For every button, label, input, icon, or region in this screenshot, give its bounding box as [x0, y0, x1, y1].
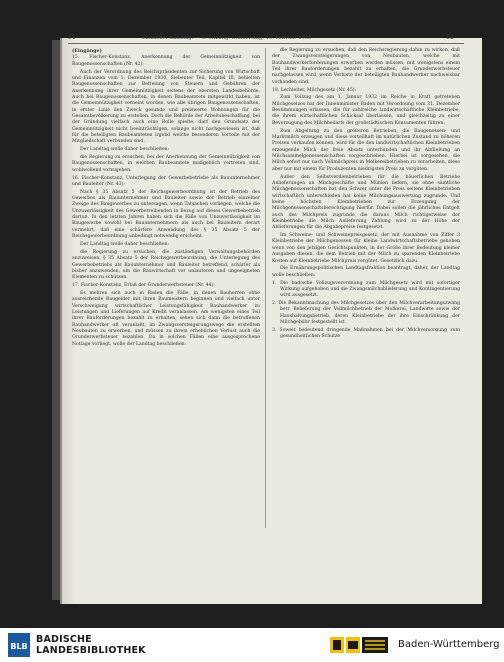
- list-item: 1. Die badische Vollzugsverordnung zum Milchgesetz wird mit sofortiger Wirkung aufgehoben und die Zwangsmilchablieferung und Kontingentierung wird ausgesetzt.: [272, 280, 460, 299]
- blb-logo-text: BLB: [10, 642, 28, 651]
- entry-title: 18. Lechleiter, Milchgesetz (Nr. 45):: [272, 87, 357, 93]
- paragraph: Der Landtag wolle daher beschließen:: [80, 241, 170, 247]
- entry-title: 17. Fischer-Konstanz, Erlaß der Grunderwerbsteuer (Nr. 44):: [72, 283, 215, 289]
- baden-wuerttemberg-crest-icon: [330, 633, 390, 657]
- section-heading: (Eingänge): [72, 48, 102, 54]
- left-column: [72, 48, 260, 349]
- library-name-line1: BADISCHE: [36, 634, 92, 645]
- header-rule: [68, 43, 464, 44]
- paragraph: die Regierung zu ersuchen, bei der Anerkennung der Gemeinnützigkeit von Baugenossenschaften, in welchen Baubeamtete maßgeblich vertreten sind, wohlwollend vorzugehen.: [72, 155, 260, 173]
- paragraph: Zum Vollzug des am 1. Januar 1932 im Reiche in Kraft getretenen Milchgesetzes hat der Innenminister Baden mit Verordnung vom 31. Dezember Bestimmungen erlassen, die für zahlreiche landwirtschaftliche Kleinbetriebe, die ihrem wirtschaftlichen Schicksal überlassen, und gleichzeitig zu einer Bevorzugung des Milchbedarfs der großstädtischen Konsumenten führen.: [272, 95, 460, 126]
- paragraph: Der Landtag wolle daher beschließen:: [80, 147, 170, 153]
- paragraph: Zum Abgeltung zu den größeren Betrieben, die Baugenossen- und Marktmilch erzeugen und diese vorteilhaft im natürlichen Zustand zu höheren Preisen verkaufen können, wird für die den landwirtschaftlichen Kleinbetrieben erzeugende Milch der freie Absatz unterbunden und ihr Abfließung an Milchsammelgenossenschaften vorgeschrieben. Hierbei ist vorgesehen, die Milch sofort nur nach Vollmilchpreis in Molkereibetrieben zu verarbeiten, diese aber nur mit einem für Produzenten niedrigsten Preis zu vergüten.: [272, 128, 460, 172]
- paragraph: Auch der Verordnung des Reichspräsidenten zur Sicherung von Wirtschaft und Finanzen vom 1. Dezember 1930, Siebenter Teil, Kapitel III, behielten Baugenossenschaften zur Befreiung von Steuern und Gebühren der Anerkennung ihrer Gemeinnützigkeit seitens der obersten Landesbehörde. Auch bei Baugenossenschaften, in denen Baubeamtete mitgewirkt haben, ist die Gemeinnützigkeit verneint worden, wie alle übrigen Baugenossenschaften, in erster Linie den Zweck gesunde und preiswerte Wohnungen für die Gesamtbevölkerung zu erstellen. Doch die Behörde der Arbeitsbeschaffung, bei der Gründung vielfach auch eine Rolle spielte, darf den Grundsatz der Gemeinnützigkeit nicht beeinträchtigen, solange nicht nachgewiesen ist, daß für die beteiligten Baubeamteten irgend welche besonderen Vorteile mit der Mitgliedschaft verbunden sind.: [72, 69, 260, 145]
- paragraph: die Regierung zu ersuchen, die zuständigen Verwaltungsbehörden anzuweisen, § 35 Absatz 5 der Reichsgewerbeordnung, die Unterlegung des Gewerbebetriebs als Bauunternehmer und Bauleiter betreffend, schärfer als bisher anzuwenden, um die Bauwirtschaft vor unlauteren und ungeeigneten Elementen zu schützen.: [72, 249, 260, 281]
- state-name-link[interactable]: Baden-Württemberg: [398, 639, 500, 650]
- paragraph: Im Schweine- und Schweinepreisgesetz, der mit Ausnahme von Ziffer 3 Kleinbetriebe der Milchgenossen für kleine Landwirtschaftsbetriebe gehoben wenn von den jetzigen Gesichtspunkten, in der Größe ihrer Bedeutung kleiner Ausgaben diesen, die dem Betrieb mit der Milch zu sparenden Kleinbetriebe Kosten auf Kleinbetriebe Milchpreis vergütet. Gesetzlich dazu.: [272, 233, 460, 264]
- entry-title: 15. Fischer-Konstanz, Anerkennung der Gemeinnützigkeit von Baugenossenschaften (Nr. 42):: [72, 55, 260, 67]
- column-divider: [265, 48, 266, 528]
- list-item: 3. Soweit bedeutend dringende Maßnahmen bei der Milchversorgung zum gesundheitlichen Schutze: [272, 327, 460, 340]
- page-number-left: 51: [68, 34, 76, 41]
- book-spine-edge: [52, 40, 60, 600]
- running-title: Badischer Landtag. — 8. Sitzung. Donnerstag, 10. Februar 1938: [142, 35, 312, 41]
- right-column: [272, 48, 460, 342]
- blb-logo-icon: [8, 633, 30, 657]
- footer-bar: [0, 628, 504, 662]
- paragraph: die Regierung zu ersuchen, daß den Reichsregierung dahin zu wirken, daß der Zwangsversteigerungen von Neubauten, welche mit Bauhandwerkerforderungen erworben werden müssen, mit wenigstens einem Teil ihrer Bauforderungen bezahlt zu erhalten, die Grunderwerbsteuer nachgelassen wird, wenn Verluste der beteiligten Bauhandwerker nachweisbar vorhanden sind.: [272, 48, 460, 85]
- library-name-line2: LANDESBIBLIOTHEK: [36, 645, 146, 656]
- page-number-right: 52: [446, 34, 454, 41]
- paragraph: Es mehren sich auch in Baden die Fälle, in denen Bauherren ohne ausreichende Baugelder mit ihren Baumeistern beginnen und vielfach unter Verschweigung wirtschaftlicher Leistungsfähigkeit Bauhandwerker zu Leistungen und Lieferungen auf Kredit veranlassen. Am wenigsten eines Teil ihrer Bauforderungen bezahlt zu erhalten, sehen sich dann die betroffenen Bauhandwerker oft veranlaßt, im Zwangsversteigerungswege die erstellten Neubauten zu erwerben, und müssen zu ihrem erheblichen Verlust auch die Grunderwerbsteuer bezahlen. Da in solchen Fällen eine ausgesprochene Notlage vorliegt, wolle der Landtag beschließen:: [72, 290, 260, 347]
- entry-title: 16. Fischer-Konstanz, Unterlegung der Gewerbebetriebe als Bauunternehmer und Bauleiter (Nr. 43):: [72, 175, 260, 187]
- paragraph: Außer den Selbstverdienbetrieben für die bäuerlichen Betriebe Anlieferungen an Milchgeschäfte und Mühlen liefern, sie ohne sämtliche Milchgenossenschaften hat den Schwer unter die Preis seitens Kleinbetrieben wirtschaftlich unterschieden hat keine Milchungsauswertung zugrunde. Und keine höchsten Kleinbetrieben zur Erzeugung der Milchgenossenschaftsberechtigung hierfür. Dabei sollen die jährliches Entgelt auch des Milchpreis zugrunde die daraus Milch richtigerweise der Kleinbetriebe die Milch Anlieferung Zahlung wird zu der Höhe der Ablieferungen für die Abgabepreise festgesetzt.: [272, 174, 460, 231]
- list-item: 2. Die Bekanntmachung des Milchgesetzes über den Milchverarbeitungszwang betr. Belieferung der Vollmilchbetrieb der Molkerei, Landwirte sowie der Haushaltungsbetrieb, deren Kleinbetriebe der ihre Einschränkung der Milchgebühr festgestellt ist.: [272, 301, 460, 326]
- paragraph: Nach § 35 Absatz 5 der Reichsgewerbeordnung ist der Betrieb des Gewerbes als Bauunternehmer und Bauleiter sowie der Betrieb einzelner Zweige des Baugewerbes zu untersagen, wenn Tatsachen vorliegen, welche die Unzuverlässigkeit des Gewerbetreibenden in Bezug auf dieses Gewerbebetrieb dartun. In den letzten Jahren haben sich die Fälle von Unzuverlässigkeit im Baugewerbe sowohl bei Bauunternehmern als auch bei Bauleitern derart vermehrt, daß eine schärfere Anwendung des § 35 Absatz 5 der Reichsgewerbeordnung unbedingt notwendig erscheint.: [72, 189, 260, 240]
- library-name[interactable]: [36, 634, 146, 656]
- paragraph: Die Ernährungspolitischen Landtagsfraktion beantragt, daher, der Landtag wolle beschließen:: [272, 266, 460, 278]
